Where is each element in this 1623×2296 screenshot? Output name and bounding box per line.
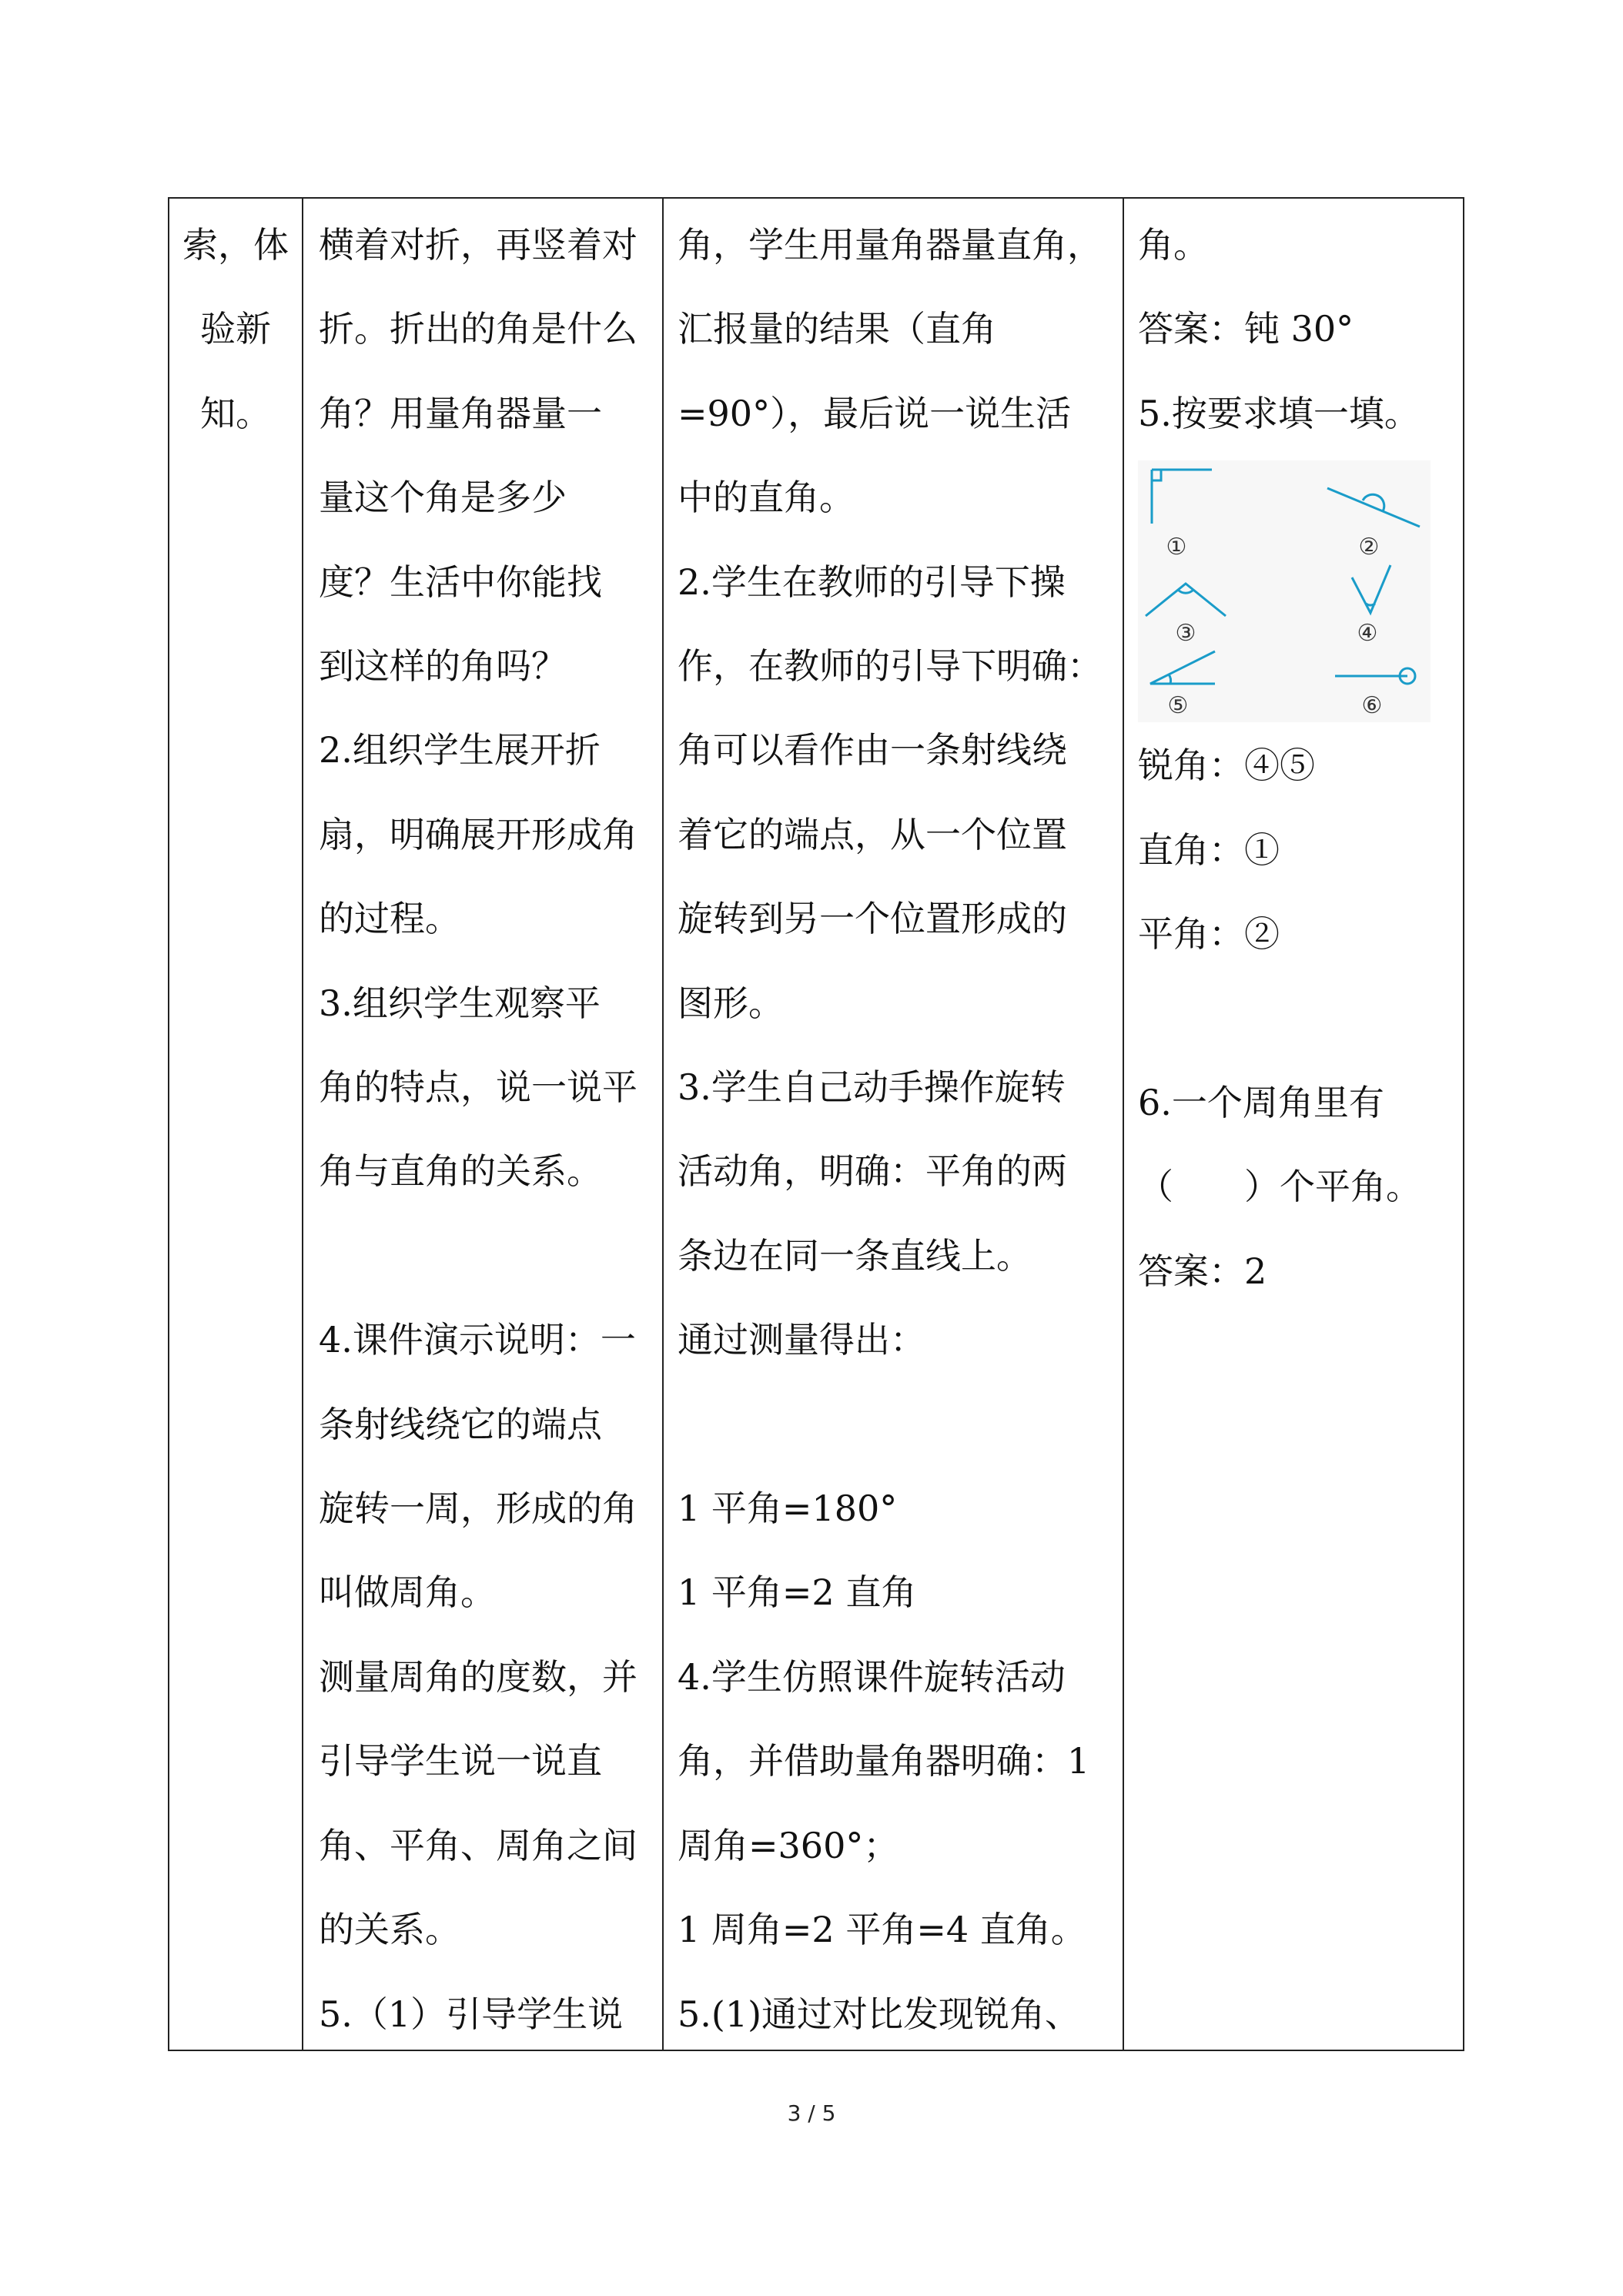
- figure-label: ④: [1357, 620, 1378, 648]
- teacher-line: 角、平角、周角之间: [319, 1824, 637, 1866]
- teacher-line: 度？生活中你能找: [319, 561, 602, 603]
- student-line: 旋转到另一个位置形成的: [678, 898, 1067, 940]
- figure-label: ②: [1358, 534, 1380, 561]
- teacher-line: 测量周角的度数，并: [319, 1655, 637, 1698]
- exercise-line: 平角：②: [1138, 913, 1280, 956]
- figure-label: ⑤: [1167, 692, 1189, 720]
- figure-label: ⑥: [1361, 692, 1383, 720]
- blank-line: [1138, 976, 1454, 1060]
- stage-line: 索，体: [182, 224, 289, 266]
- exercise-line: （ ）个平角。: [1138, 1166, 1421, 1208]
- exercise-line: 角。: [1138, 224, 1209, 266]
- exercise-line: 答案：2: [1138, 1250, 1267, 1292]
- column-divider: [1123, 199, 1124, 2050]
- teacher-line: 角？用量角器量一: [319, 392, 602, 434]
- student-line: 4.学生仿照课件旋转活动: [678, 1655, 1066, 1698]
- stage-column: [169, 203, 302, 456]
- column-divider: [302, 199, 303, 2050]
- student-line: 5.(1)通过对比发现锐角、: [678, 1993, 1081, 2035]
- student-activity-column: [678, 203, 1116, 2057]
- student-line: 条边在同一条直线上。: [678, 1234, 1032, 1277]
- student-line: 中的直角。: [678, 477, 855, 519]
- lesson-table: [168, 197, 1464, 2051]
- student-line: 1 平角=180°: [678, 1488, 898, 1530]
- teacher-line: 2.组织学生展开折: [319, 729, 601, 771]
- figure-label: ③: [1175, 620, 1196, 648]
- teacher-line: 的过程。: [319, 898, 460, 940]
- teacher-line: 条射线绕它的端点: [319, 1403, 602, 1445]
- student-line: 角，并借助量角器明确：1: [678, 1740, 1090, 1782]
- student-line: 作，在教师的引导下明确：: [678, 645, 1103, 688]
- student-line: 2.学生在教师的引导下操: [678, 561, 1066, 603]
- teacher-line: 叫做周角。: [319, 1571, 496, 1614]
- student-line: 周角=360°；: [678, 1824, 899, 1866]
- student-line: =90°），最后说一说生活: [678, 392, 1072, 434]
- student-line: 角，学生用量角器量直角，: [678, 224, 1103, 266]
- figure-label: ①: [1166, 534, 1187, 561]
- teacher-line: 旋转一周，形成的角: [319, 1488, 637, 1530]
- student-line: 通过测量得出：: [678, 1319, 925, 1361]
- exercise-column: [1138, 203, 1454, 1314]
- exercise-line: 5.按要求填一填。: [1138, 392, 1420, 434]
- blank-line: [319, 1214, 650, 1298]
- teacher-line: 量这个角是多少: [319, 477, 567, 519]
- student-line: 图形。: [678, 982, 784, 1024]
- student-line: 3.学生自己动手操作旋转: [678, 1066, 1066, 1109]
- teacher-activity-column: [319, 203, 650, 2057]
- teacher-line: 横着对折，再竖着对: [319, 224, 637, 266]
- teacher-line: 3.组织学生观察平: [319, 982, 601, 1024]
- student-line: 活动角，明确：平角的两: [678, 1150, 1067, 1193]
- student-line: 1 平角=2 直角: [678, 1571, 917, 1614]
- teacher-line: 到这样的角吗？: [319, 645, 567, 688]
- exercise-line: 答案：钝 30°: [1138, 308, 1354, 350]
- teacher-line: 引导学生说一说直: [319, 1740, 602, 1782]
- teacher-line: 5.（1）引导学生说: [319, 1993, 624, 2035]
- exercise-line: 直角：①: [1138, 828, 1280, 871]
- teacher-line: 角与直角的关系。: [319, 1150, 602, 1193]
- teacher-line: 扇，明确展开形成角: [319, 813, 637, 855]
- student-line: 1 周角=2 平角=4 直角。: [678, 1909, 1086, 1951]
- teacher-line: 4.课件演示说明：一: [319, 1319, 636, 1361]
- teacher-line: 角的特点，说一说平: [319, 1066, 637, 1109]
- student-line: 角可以看作由一条射线绕: [678, 729, 1067, 771]
- teacher-line: 的关系。: [319, 1909, 460, 1951]
- page-number: 3 / 5: [787, 2100, 836, 2126]
- blank-line: [678, 1383, 1116, 1467]
- teacher-line: 折。折出的角是什么: [319, 308, 637, 350]
- column-divider: [662, 199, 664, 2050]
- stage-line: 验新: [200, 308, 271, 350]
- exercise-line: 6.一个周角里有: [1138, 1081, 1384, 1123]
- exercise-line: 锐角：④⑤: [1138, 745, 1315, 787]
- angle-figure: [1138, 460, 1431, 722]
- stage-line: 知。: [200, 392, 271, 434]
- student-line: 汇报量的结果（直角: [678, 308, 996, 350]
- student-line: 着它的端点，从一个位置: [678, 813, 1067, 855]
